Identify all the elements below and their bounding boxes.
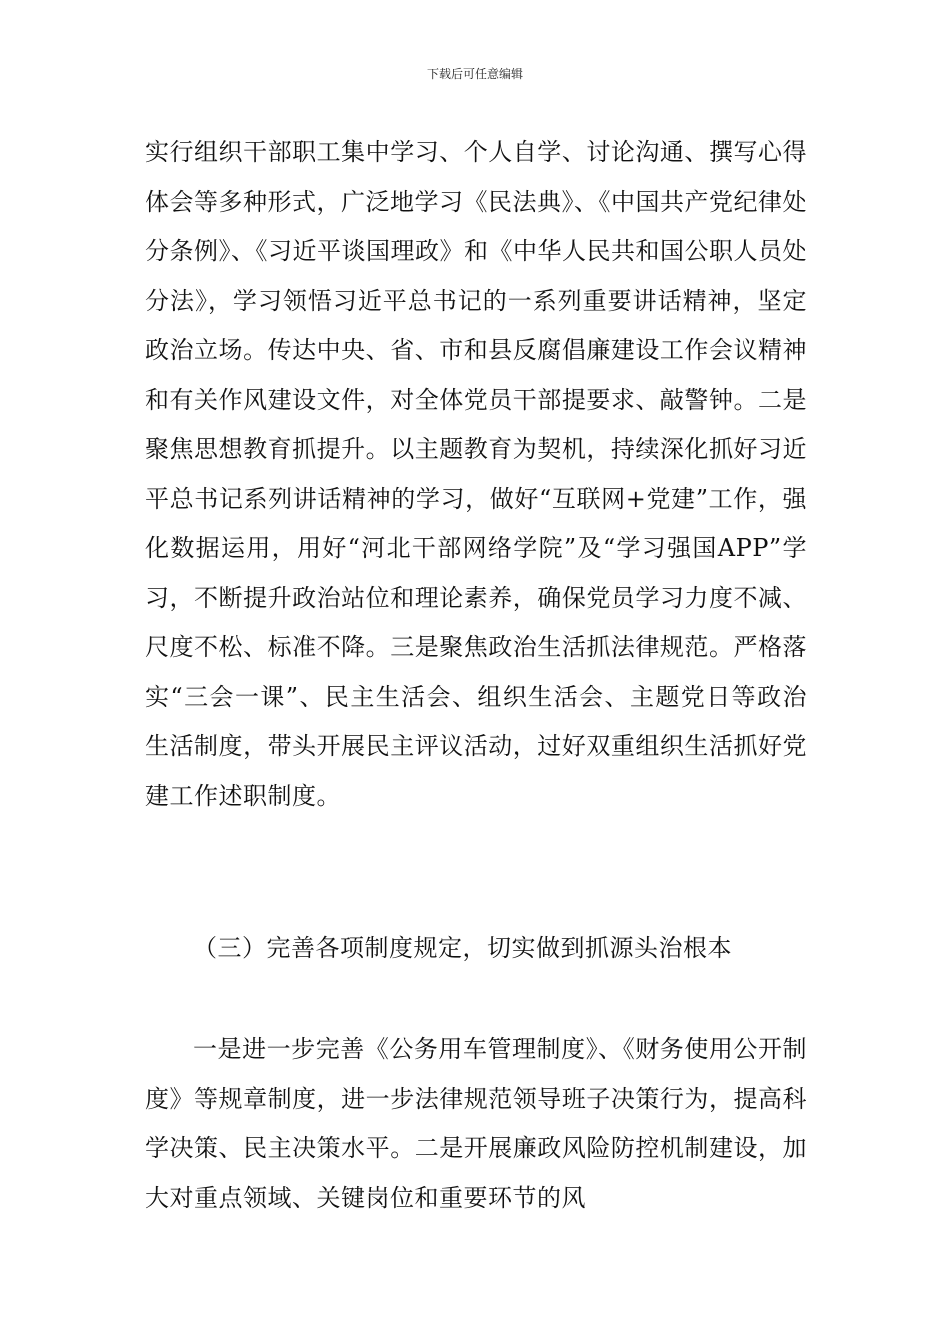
body-paragraph-1: 实行组织干部职工集中学习、个人自学、讨论沟通、撰写心得体会等多种形式，广泛地学习《民法典》、《中国共产党纪律处分条例》、《习近平谈国理政》和《中华人民共和国公职人员处分法》，学习领悟习近平总书记的一系列重要讲话精神，坚定政治立场。传达中央、省、市和县反腐倡廉建设工作会议精神和有关作风建设文件，对全体党员干部提要求、敲警钟。二是聚焦思想教育抓提升。以主题教育为契机，持续深化抓好习近平总书记系列讲话精神的学习，做好“互联网+党建”工作，强化数据运用，用好“河北干部网络学院”及“学习强国APP”学习，不断提升政治站位和理论素养，确保党员学习力度不减、尺度不松、标准不降。三是聚焦政治生活抓法律规范。严格落实“三会一课”、民主生活会、组织生活会、主题党日等政治生活制度，带头开展民主评议活动，过好双重组织生活抓好党建工作述职制度。 bbox=[145, 138, 807, 810]
page-header: 下载后可任意编辑 bbox=[426, 67, 523, 81]
body-paragraph-2: 一是进一步完善《公务用车管理制度》、《财务使用公开制度》等规章制度，进一步法律规范领导班子决策行为，提高科学决策、民主决策水平。二是开展廉政风险防控机制建设，加大对重点领域、关键岗位和重要环节的风 bbox=[145, 1035, 807, 1212]
section-heading: （三）完善各项制度规定，切实做到抓源头治根本 bbox=[193, 934, 732, 962]
